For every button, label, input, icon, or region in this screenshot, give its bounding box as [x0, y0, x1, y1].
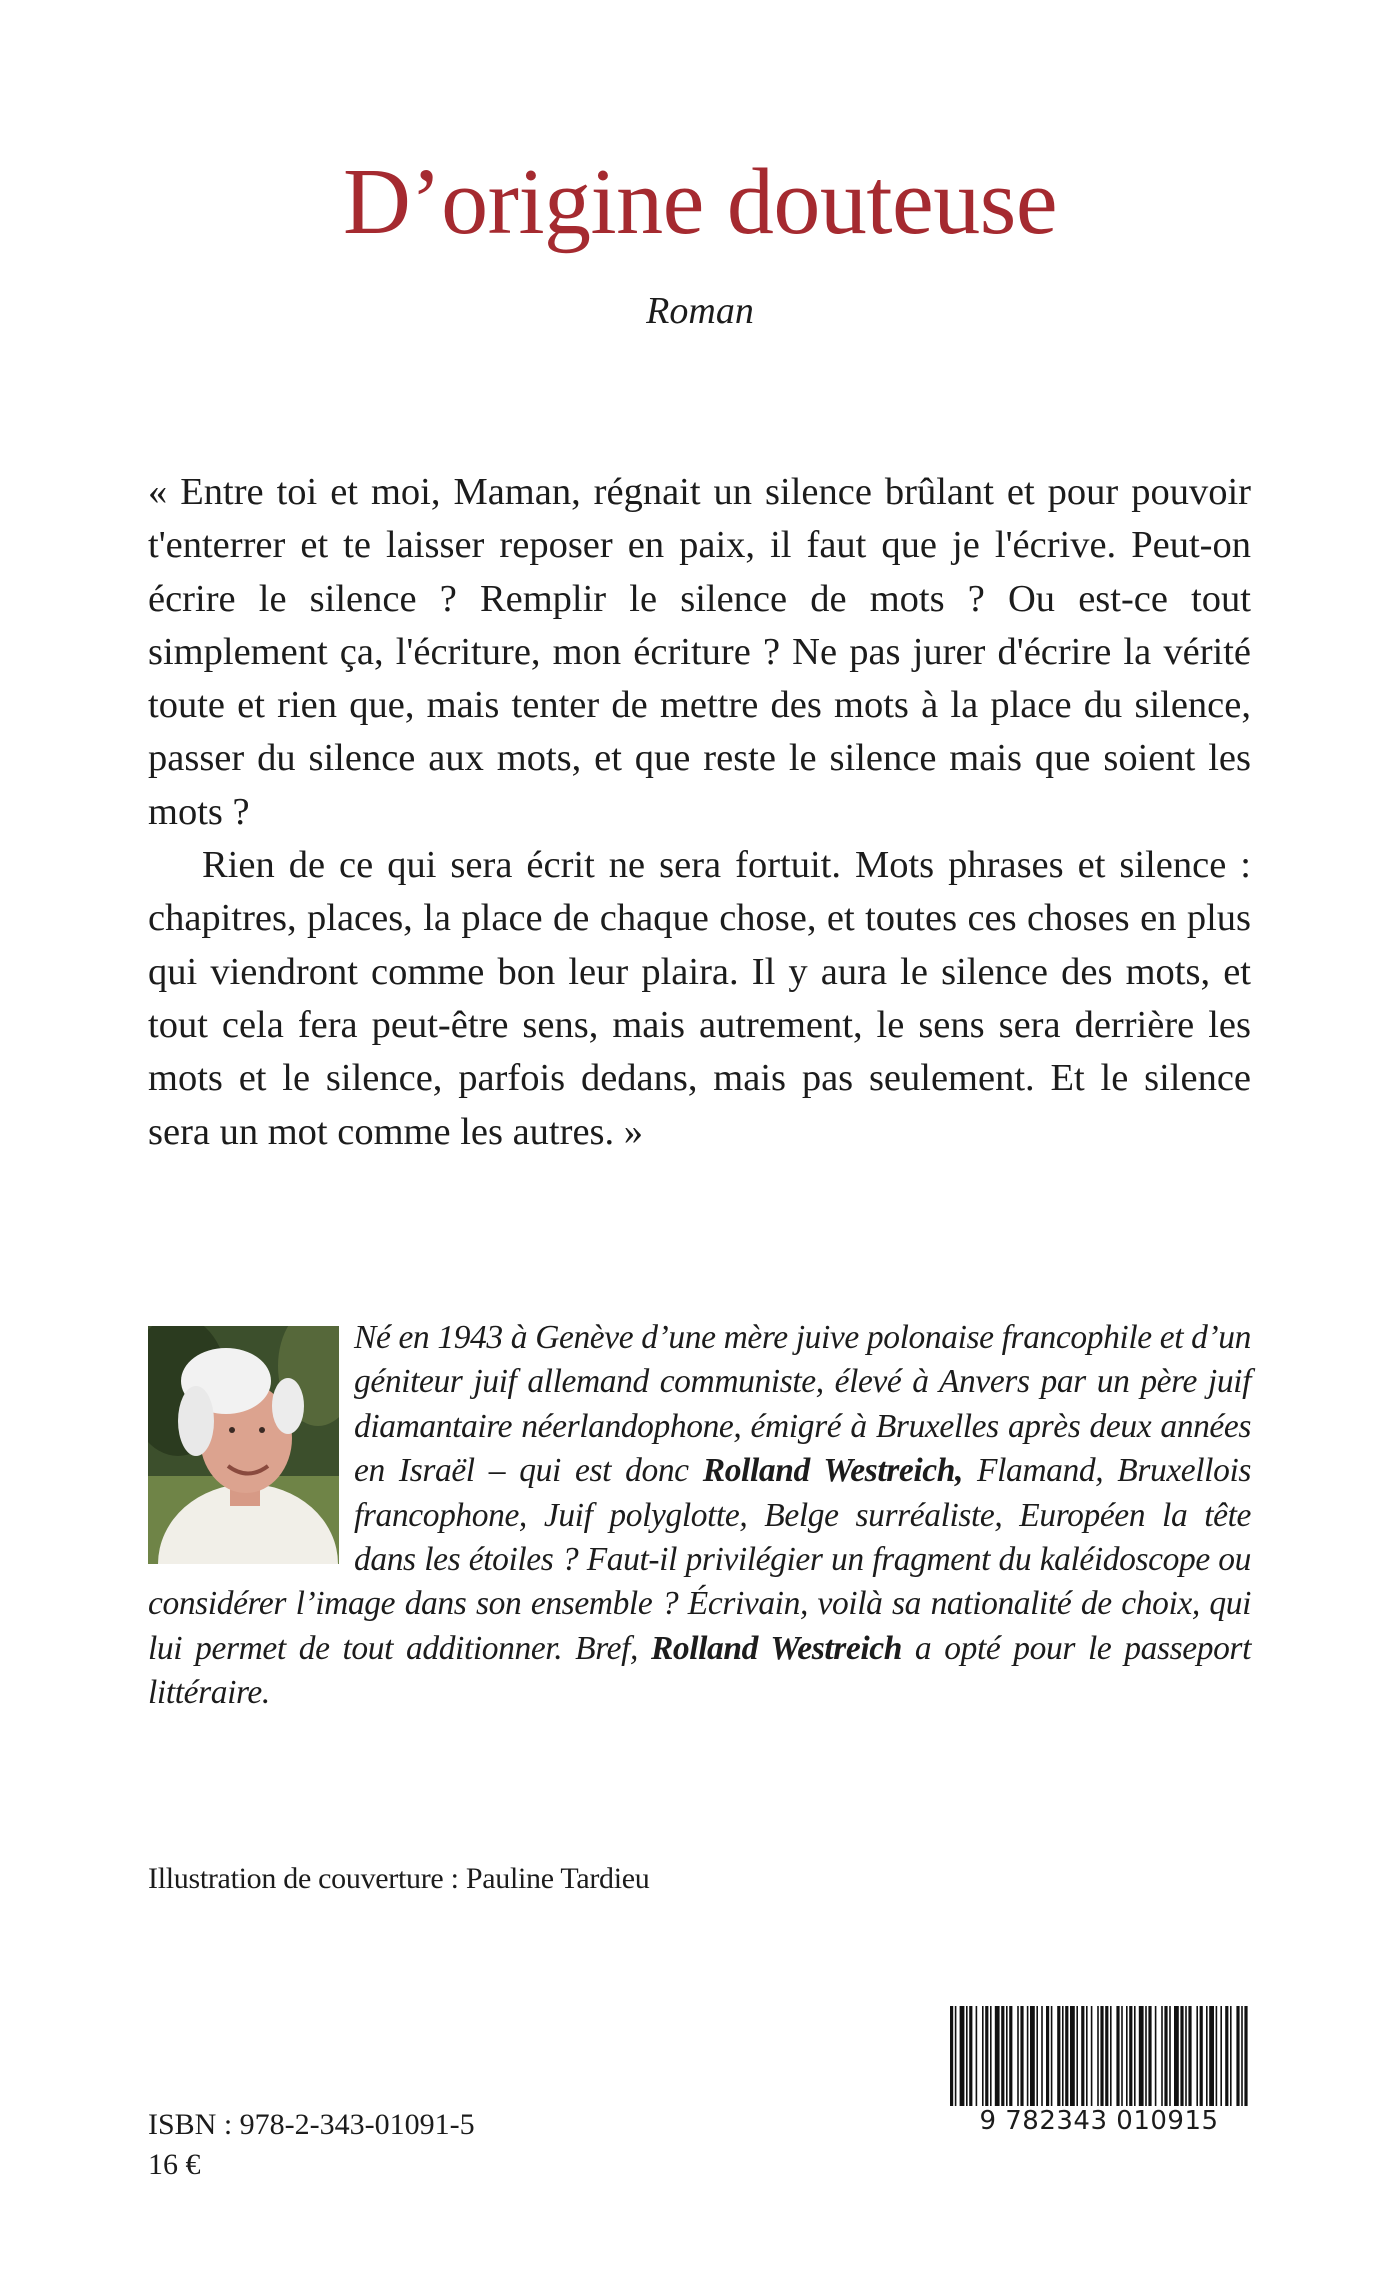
author-bio [148, 1316, 1251, 1716]
author-name-2: Rolland Westreich [650, 1629, 902, 1667]
barcode-bar [966, 2006, 968, 2106]
barcode [946, 2006, 1252, 2179]
price: 16 € [148, 2148, 201, 2181]
barcode-bar [1164, 2006, 1167, 2106]
barcode-bar [1100, 2006, 1103, 2106]
barcode-bar [1051, 2006, 1053, 2106]
barcode-bar [1105, 2006, 1108, 2106]
barcode-bar [1216, 2006, 1218, 2106]
barcode-bar [1081, 2006, 1084, 2106]
barcode-bar [1006, 2006, 1008, 2106]
barcode-bar [1174, 2006, 1179, 2106]
barcode-bar [1155, 2006, 1157, 2106]
barcode-bar [1046, 2006, 1049, 2106]
barcode-digits: 9 782343 010915 [979, 2106, 1219, 2136]
barcode-bar [955, 2006, 957, 2106]
barcode-bar [1030, 2006, 1035, 2106]
barcode-bar [1027, 2006, 1029, 2106]
barcode-bar [950, 2006, 953, 2106]
barcode-bar [1185, 2006, 1187, 2106]
barcode-bar [1070, 2006, 1075, 2106]
barcode-bar [1126, 2006, 1128, 2106]
author-name: Rolland Westreich, [702, 1452, 963, 1490]
barcode-bar [1121, 2006, 1123, 2106]
barcode-bar [1209, 2006, 1214, 2106]
barcode-bar [1116, 2006, 1119, 2106]
barcode-bar [960, 2006, 965, 2106]
barcode-bar [1020, 2006, 1023, 2106]
barcode-bar [995, 2006, 1000, 2106]
barcode-bar [1196, 2006, 1198, 2106]
barcode-bar [1062, 2006, 1064, 2106]
barcode-bar [1065, 2006, 1068, 2106]
barcode-bar [1091, 2006, 1093, 2106]
barcode-bar [1206, 2006, 1208, 2106]
author-bio-text-1: Né en 1943 à Genève d’une mère juive polonaise francophile et d’un géniteur juif allemand communiste, élevé à Anvers par un père juif diamantaire néerlandophone, émigré à Bruxelles après deux années en Israël – qui est donc [354, 1319, 1251, 1490]
back-cover-quote [148, 466, 1251, 1159]
barcode-bar [969, 2006, 972, 2106]
book-genre: Roman [646, 290, 754, 332]
barcode-bar [1161, 2006, 1163, 2106]
barcode-bar [1139, 2006, 1144, 2106]
barcode-bar [1244, 2006, 1247, 2106]
isbn: ISBN : 978-2-343-01091-5 [148, 2108, 475, 2141]
cover-illustration-credit: Illustration de couverture : Pauline Tardieu [148, 1862, 650, 1895]
barcode-bar [1236, 2006, 1239, 2106]
barcode-bar [1225, 2006, 1228, 2106]
book-title: D’origine douteuse [342, 150, 1058, 254]
barcode-bar [1230, 2006, 1232, 2106]
quote-paragraph-2: Rien de ce qui sera écrit ne sera fortuit. Mots phrases et silence : chapitres, places, la place de chaque chose, et toutes ces choses en plus qui viendront comme bon leur plaira. Il y aura le silence des mots, et tout cela fera peut-être sens, mais autrement, le sens sera derrière les mots et le silence, parfois dedans, mais pas seulement. Et le silence sera un mot comme les autres. » [148, 844, 1251, 1153]
barcode-bar [1110, 2006, 1112, 2106]
barcode-bar [985, 2006, 988, 2106]
barcode-bar [1134, 2006, 1136, 2106]
barcode-bar [1041, 2006, 1043, 2106]
barcode-bar [1097, 2006, 1099, 2106]
barcode-bar [1017, 2006, 1019, 2106]
barcode-bar [1086, 2006, 1088, 2106]
barcode-bar [1200, 2006, 1203, 2106]
barcode-bar [1145, 2006, 1147, 2106]
barcode-bar [1188, 2006, 1191, 2106]
barcode-bar [1001, 2006, 1004, 2106]
barcode-bar [1169, 2006, 1171, 2106]
barcode-bar [1057, 2006, 1060, 2106]
barcode-bar [1220, 2006, 1222, 2106]
barcode-bar [1009, 2006, 1012, 2106]
barcode-bar [1180, 2006, 1183, 2106]
barcode-bar [1076, 2006, 1078, 2106]
barcode-bar [1129, 2006, 1132, 2106]
barcode-bar [982, 2006, 984, 2106]
barcode-bar [1148, 2006, 1151, 2106]
quote-paragraph-1: « Entre toi et moi, Maman, régnait un silence brûlant et pour pouvoir t'enterrer et te laisser reposer en paix, il faut que je l'écrive. Peut-on écrire le silence ? Remplir le silence de mots ? Ou est-ce tout simplement ça, l'écriture, mon écriture ? Ne pas jurer d'écrire la vérité toute et rien que, mais tenter de mettre des mots à la place du silence, passer du silence aux mots, et que reste le silence mais que soient les mots ? [148, 471, 1251, 833]
barcode-bar [1241, 2006, 1243, 2106]
author-bio-text-2: Flamand, Bruxellois francophone, Juif polyglotte, Belge surréaliste, Européen la tête dans les étoiles ? Faut-il privilégier un fragment du kaléidoscope ou considérer l’image dans son ensemble ? Écrivain, voilà sa nationalité de choix, qui lui permet de tout additionner. Bref, [148, 1452, 1251, 1667]
author-bio-text-3: a opté pour le passeport littéraire. [148, 1629, 1251, 1712]
barcode-bar [1036, 2006, 1038, 2106]
barcode-bar [976, 2006, 978, 2106]
barcode-bar [990, 2006, 992, 2106]
